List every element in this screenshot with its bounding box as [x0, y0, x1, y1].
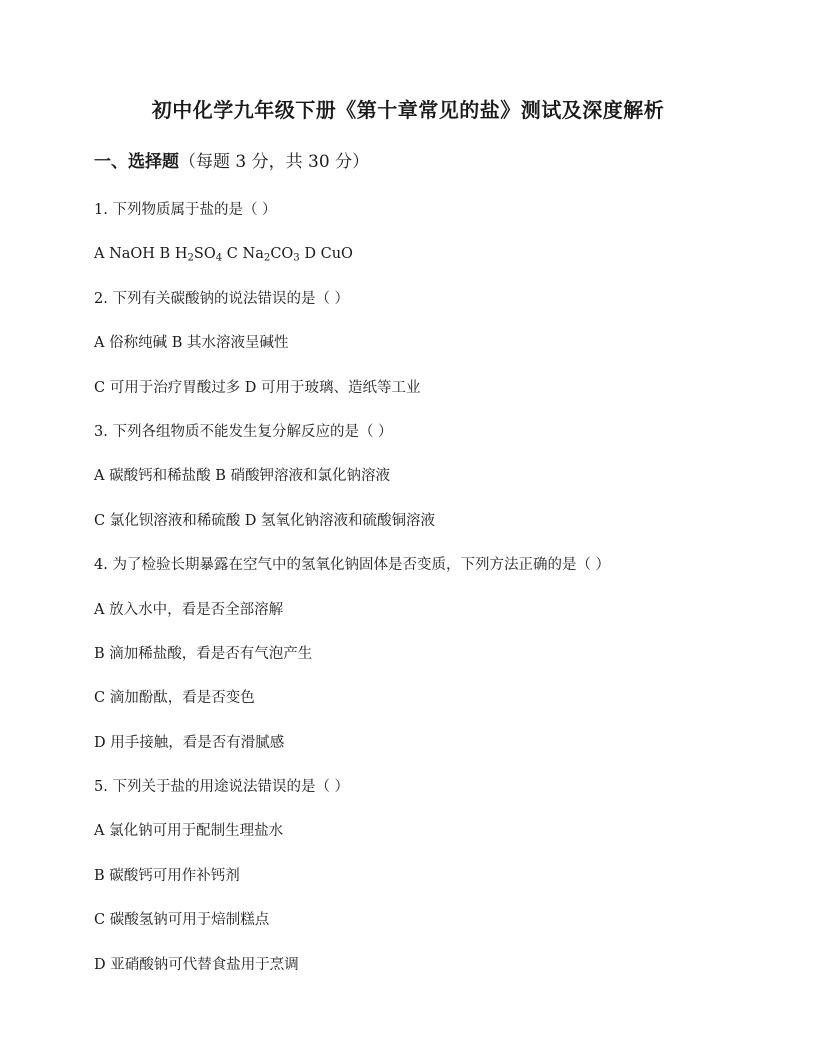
subscript: 3: [293, 252, 300, 264]
document-line: [94, 776, 734, 820]
line-text: A 氯化钠可用于配制生理盐水: [94, 823, 284, 840]
subscript: 2: [263, 252, 271, 264]
line-text: D 用手接触，看是否有滑腻感: [94, 734, 285, 751]
document-line: [94, 820, 734, 864]
document-line: [94, 599, 734, 643]
line-text: B 碳酸钙可用作补钙剂: [94, 867, 240, 884]
document-title: 初中化学九年级下册《第十章常见的盐》测试及深度解析: [151, 98, 665, 122]
line-text: 5. 下列关于盐的用途说法错误的是（ ）: [94, 779, 350, 796]
document-line: [94, 954, 734, 998]
document-line: [94, 421, 734, 465]
line-text: D 亚硝酸钠可代替食盐用于烹调: [94, 956, 299, 973]
line-text: C 滴加酚酞，看是否变色: [94, 690, 255, 707]
line-text: C 可用于治疗胃酸过多 D 可用于玻璃、造纸等工业: [94, 379, 421, 396]
document-line: [94, 199, 734, 243]
document-line: [94, 554, 734, 598]
document-line: [94, 288, 734, 332]
document-line: [94, 865, 734, 909]
subscript: 2: [187, 252, 194, 264]
section-heading-label: 一、选择题: [94, 152, 179, 172]
line-text: A NaOH B H: [94, 246, 188, 263]
section-heading-note: （每题 3 分，共 30 分）: [179, 152, 370, 172]
line-text: C Na: [222, 246, 264, 263]
line-text: CO: [270, 246, 294, 263]
line-text: A 俗称纯碱 B 其水溶液呈碱性: [94, 335, 289, 352]
document-line: [94, 643, 734, 687]
question-list: [94, 199, 734, 998]
document-line: [94, 332, 734, 376]
line-text: B 滴加稀盐酸，看是否有气泡产生: [94, 645, 313, 662]
document-line: [94, 377, 734, 421]
line-text: D CuO: [299, 246, 353, 263]
line-text: C 碳酸氢钠可用于焙制糕点: [94, 912, 270, 929]
document-line: [94, 243, 734, 287]
line-text: A 放入水中，看是否全部溶解: [94, 601, 284, 618]
section-heading: [94, 150, 369, 174]
line-text: C 氯化钡溶液和稀硫酸 D 氢氧化钠溶液和硫酸铜溶液: [94, 512, 436, 529]
line-text: 4. 为了检验长期暴露在空气中的氢氧化钠固体是否变质，下列方法正确的是（ ）: [94, 557, 611, 574]
line-text: A 碳酸钙和稀盐酸 B 硝酸钾溶液和氯化钠溶液: [94, 468, 390, 485]
document-line: [94, 909, 734, 953]
document-line: [94, 687, 734, 731]
line-text: 2. 下列有关碳酸钠的说法错误的是（ ）: [94, 290, 350, 307]
document-line: [94, 465, 734, 509]
document-line: [94, 510, 734, 554]
line-text: 1. 下列物质属于盐的是（ ）: [94, 202, 277, 218]
line-text: 3. 下列各组物质不能发生复分解反应的是（ ）: [94, 423, 393, 440]
subscript: 4: [215, 252, 223, 264]
document-line: [94, 732, 734, 776]
line-text: SO: [193, 246, 216, 263]
